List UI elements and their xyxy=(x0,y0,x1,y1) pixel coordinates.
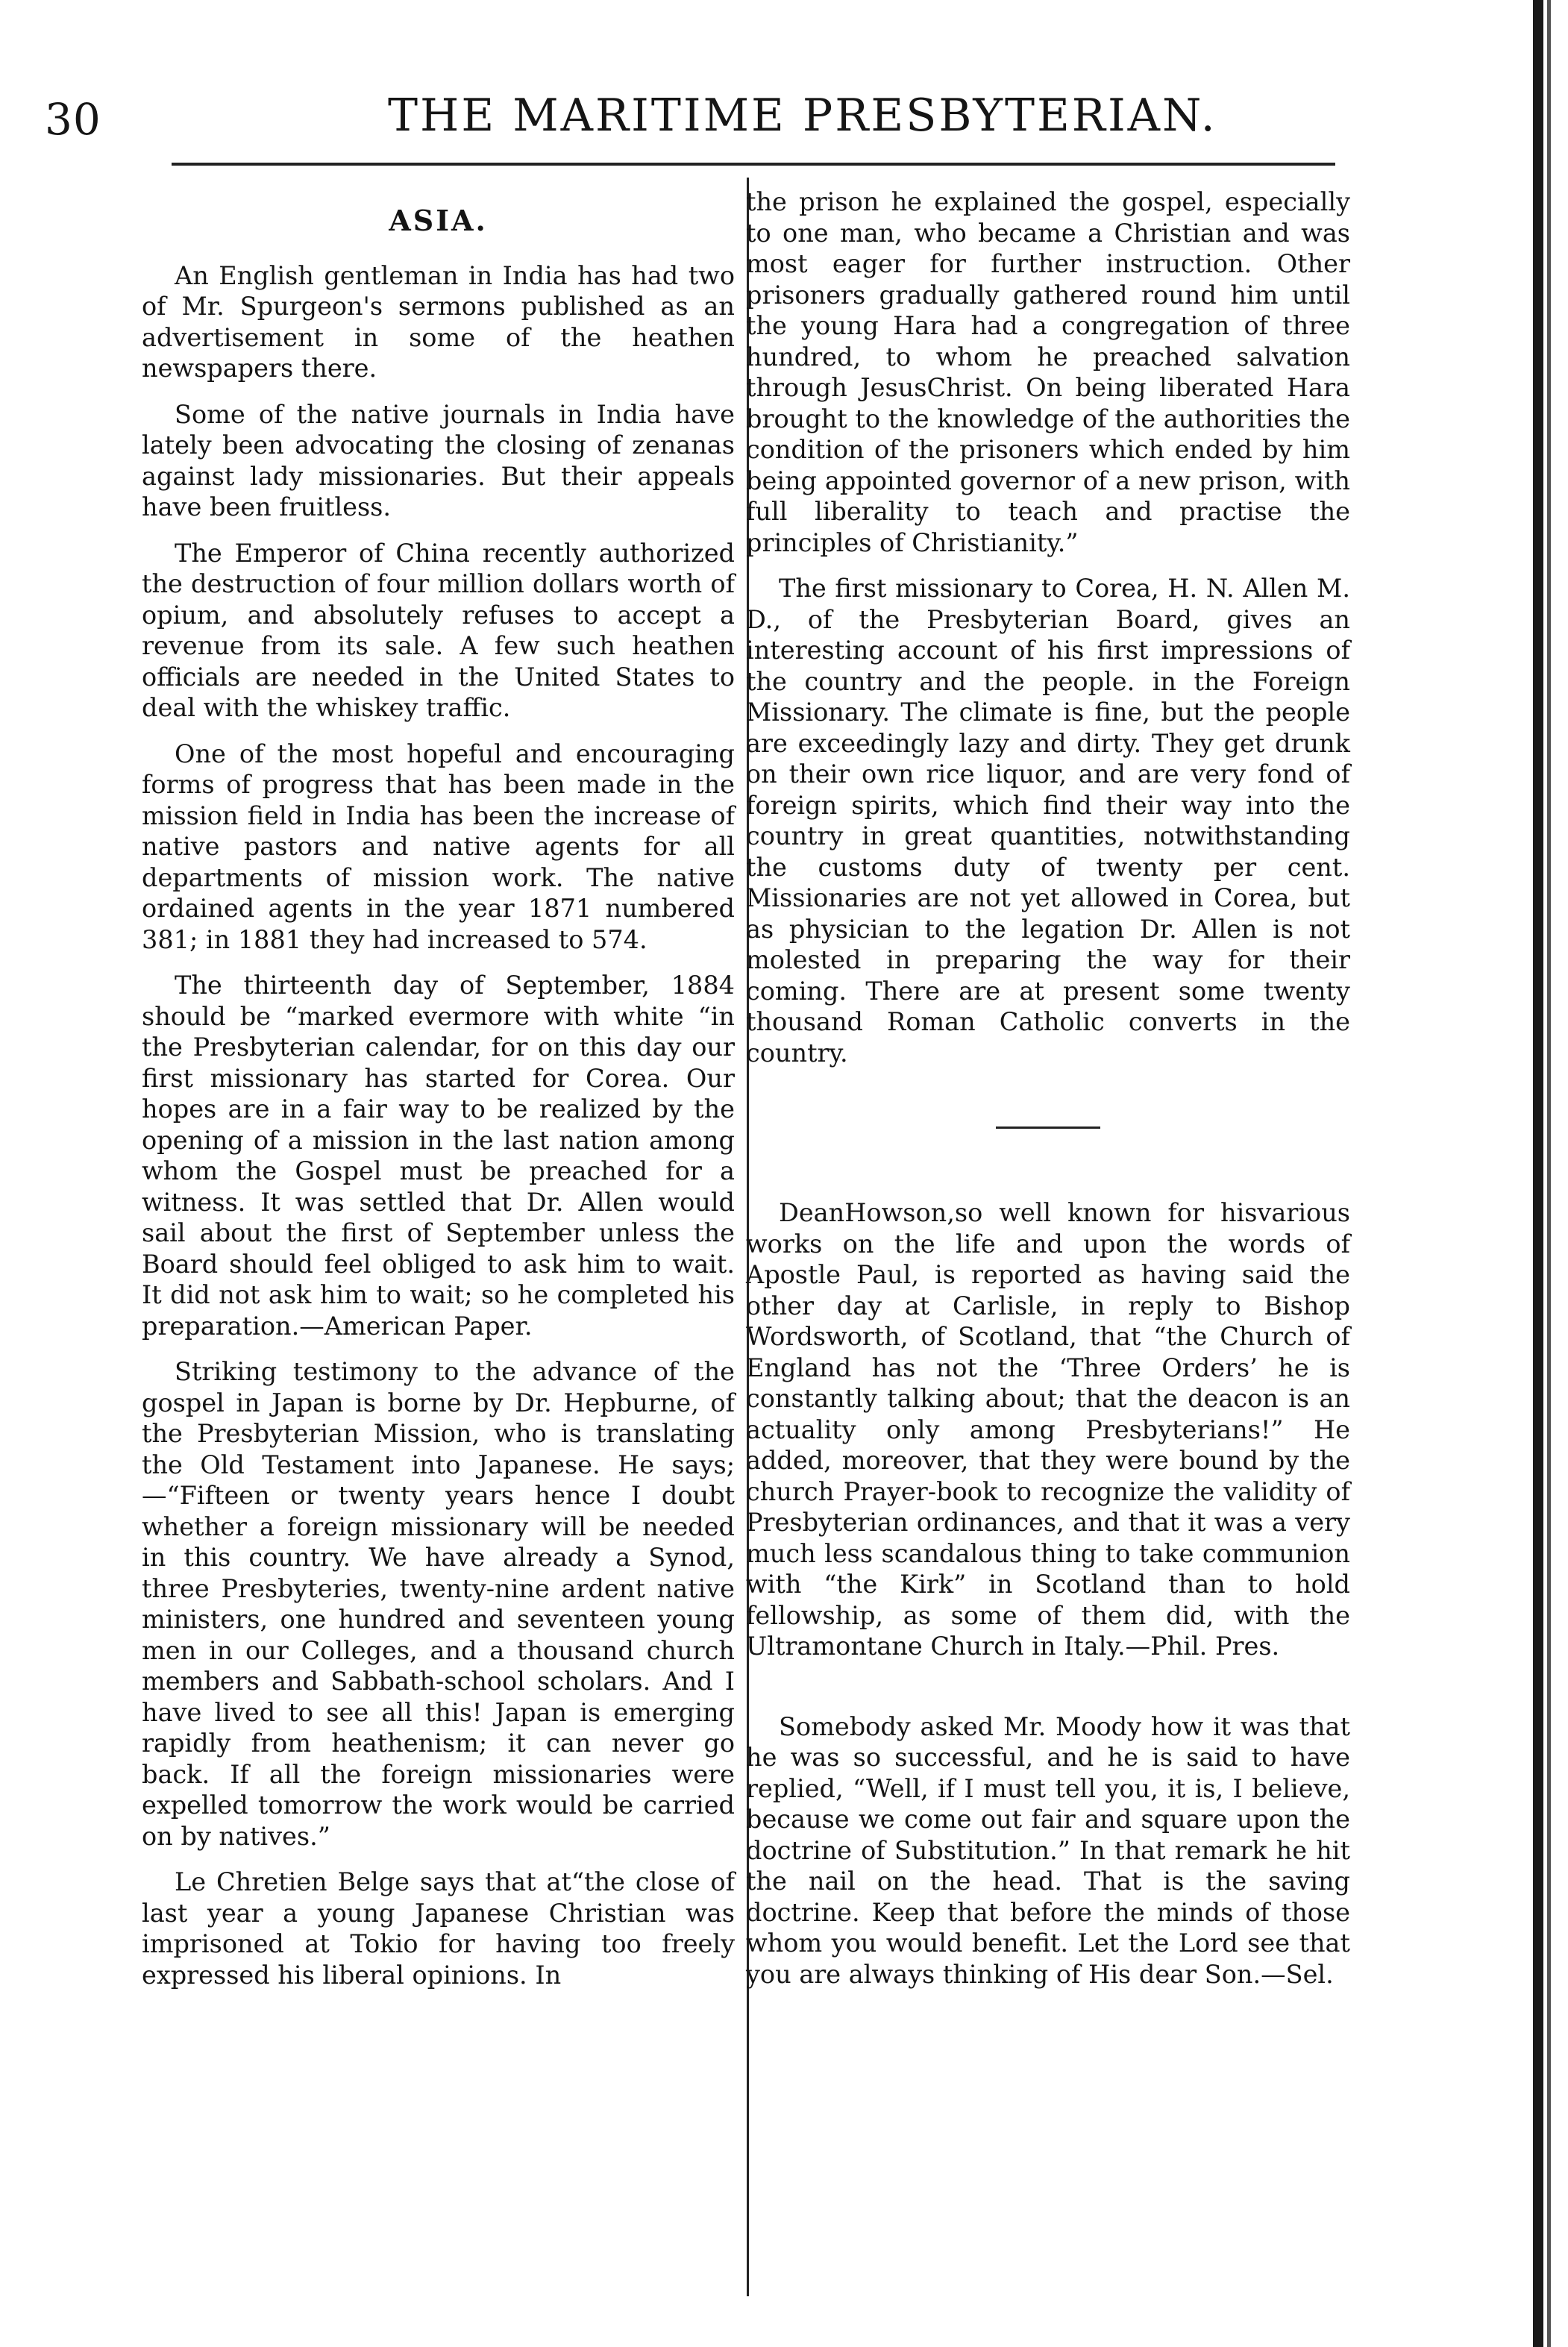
section-separator xyxy=(996,1127,1100,1129)
page-binding-shadow xyxy=(1547,0,1551,2347)
article-paragraph: The first missionary to Corea, H. N. Allen M. D., of the Presbyterian Board, gives an interesting account of his first impressions of the country and the people. in the Foreign Missionary. The climate is fine, but the people are exceedingly lazy and dirty. They get drunk on their own rice liquor, and are very fond of foreign spirits, which find their way into the country in great quantities, notwithstanding the customs duty of twenty per cent. Missionaries are not yet allowed in Corea, but as physician to the legation Dr. Allen is not molested in preparing the way for their coming. There are at present some twenty thousand Roman Catholic converts in the country. xyxy=(746,574,1350,1068)
article-paragraph: The Emperor of China recently authorized the destruction of four million dollars worth of opium, and absolutely refuses to accept a revenue from its sale. A few such heathen officials are needed in the United States to deal with the whiskey traffic. xyxy=(142,538,735,722)
article-paragraph: Some of the native journals in India have lately been advocating the closing of zenanas against lady missionaries. But their appeals have been fruitless. xyxy=(142,399,735,521)
left-column xyxy=(142,187,735,2005)
article-paragraph: Le Chretien Belge says that at“the close of last year a young Japanese Christian was imprisoned at Tokio for having too freely expressed his liberal opinions. In xyxy=(142,1867,735,1990)
article-paragraph: Striking testimony to the advance of the gospel in Japan is borne by Dr. Hepburne, of the Presbyterian Mission, who is translating the Old Testament into Japanese. He says;—“Fifteen or twenty years hence I doubt whether a foreign missionary will be needed in this country. We have already a Synod, three Presbyteries, twenty-nine ardent native ministers, one hundred and seventeen young men in our Colleges, and a thousand church members and Sabbath-school scholars. And I have lived to see all this! Japan is emerging rapidly from heathenism; it can never go back. If all the foreign missionaries were expelled tomorrow the work would be carried on by natives.” xyxy=(142,1357,735,1851)
article-paragraph: One of the most hopeful and encouraging forms of progress that has been made in the mission field in India has been the increase of native pastors and native agents for all departments of mission work. The native ordained agents in the year 1871 numbered 381; in 1881 they had increased to 574. xyxy=(142,739,735,954)
page-binding-edge xyxy=(1533,0,1543,2347)
article-paragraph: The thirteenth day of September, 1884 should be “marked evermore with white “in the Presbyterian calendar, for on this day our first missionary has started for Corea. Our hopes are in a fair way to be realized by the opening of a mission in the last nation among whom the Gospel must be preached for a witness. It was settled that Dr. Allen would sail about the first of September unless the Board should feel obliged to ask him to wait. It did not ask him to wait; so he completed his preparation.—American Paper. xyxy=(142,971,735,1341)
article-paragraph: DeanHowson,so well known for hisvarious works on the life and upon the words of Apostle Paul, is reported as having said the other day at Carlisle, in reply to Bishop Wordsworth, of Scotland, that “the Church of England has not the ‘Three Orders’ he is constantly talking about; that the deacon is an actuality only among Presbyterians!” He added, moreover, that they were bound by the church Prayer-book to recognize the validity of Presbyterian ordinances, and that it was a very much less scandalous thing to take communion with “the Kirk” in Scotland than to hold fellowship, as some of them did, with the Ultramontane Church in Italy.—Phil. Pres. xyxy=(746,1198,1350,1661)
section-title: ASIA. xyxy=(389,204,488,237)
header-divider xyxy=(172,163,1335,166)
page-title: THE MARITIME PRESBYTERIAN. xyxy=(388,90,1217,142)
spacer xyxy=(746,1677,1350,1711)
article-paragraph-continued: the prison he explained the gospel, especially to one man, who became a Christian and was most eager for further instruction. Other prisoners gradually gathered round him until the young Hara had a congregation of three hundred, to whom he preached salvation through JesusChrist. On being liberated Hara brought to the knowledge of the authorities the condition of the prisoners which ended by him being appointed governor of a new prison, with full liberality to teach and practise the principles of Christianity.” xyxy=(746,187,1350,557)
right-column xyxy=(746,187,1350,2005)
page-number: 30 xyxy=(45,94,101,145)
article-paragraph: An English gentleman in India has had two of Mr. Spurgeon's sermons published as an advertisement in some of the heathen newspapers there. xyxy=(142,260,735,383)
article-paragraph: Somebody asked Mr. Moody how it was that he was so successful, and he is said to have replied, “Well, if I must tell you, it is, I believe, because we come out fair and square upon the doctrine of Substitution.” In that remark he hit the nail on the head. That is the saving doctrine. Keep that before the minds of those whom you would benefit. Let the Lord see that you are always thinking of His dear Son.—Sel. xyxy=(746,1711,1350,1989)
